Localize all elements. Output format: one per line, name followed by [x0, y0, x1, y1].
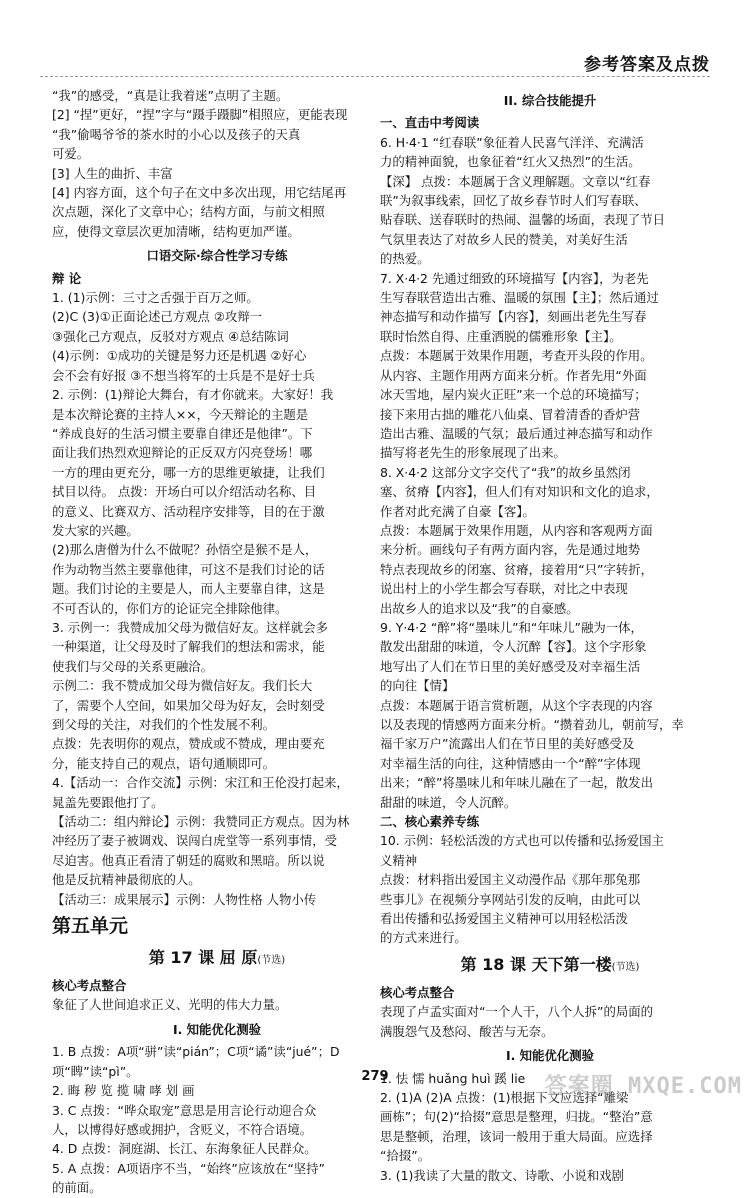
text-line: 人，以博得好感或拥护，含贬义，不符合语境。	[52, 1121, 313, 1137]
text-line: 力的精神面貌，也象征着“红火又热烈”的生活。	[380, 154, 641, 170]
text-line: 尽迫害。他真正看清了朝廷的腐败和黑暗。所以说	[52, 852, 325, 868]
page-header	[0, 0, 750, 82]
text-line: 表现了卢孟实面对“一个人干，八个人拆”的局面的	[380, 1004, 654, 1020]
text-line: 10. 示例：轻松活泼的方式也可以传播和弘扬爱国主	[380, 833, 664, 849]
text-line: 2. 示例：(1)辩论大舞台，有才你就来。大家好！我	[52, 387, 334, 403]
text-line: 3. (1)我读了大量的散文、诗歌、小说和戏剧	[380, 1167, 624, 1183]
text-line: 3. C 点拨：“哗众取宠”意思是用言论行动迎合众	[52, 1102, 317, 1118]
text-line: 是本次辩论赛的主持人××，今天辩论的主题是	[52, 406, 309, 422]
text-line: 的前面。	[52, 1180, 102, 1196]
text-line: 福千家万户”流露出人们在节日里的美好感受及	[380, 736, 635, 752]
text-line: 的方式来进行。	[380, 930, 467, 946]
sub-one: 一、直击中考阅读	[380, 115, 480, 131]
text-line: 面让我们热烈欢迎辩论的正反双方闪亮登场！哪	[52, 445, 313, 461]
text-line: 来分析。画线句子有两方面内容，先是通过地势	[380, 542, 641, 558]
debate-label: 辩 论	[52, 270, 82, 286]
left-column	[52, 86, 382, 1198]
lesson17-lines	[52, 1042, 382, 1197]
text-line: 点拨：材料指出爱国主义动漫作品《那年那兔那	[380, 872, 641, 888]
text-line: 1. (1)示例：三寸之舌强于百万之师。	[52, 290, 259, 306]
text-line: 了，需要个人空间，如果加父母为好友，会时刻受	[52, 697, 325, 713]
text-line: 7. X·4·2 先通过细致的环境描写【内容】，为老先	[380, 270, 649, 286]
text-line: 冲经历了妻子被调戏、误闯白虎堂等一系列事情，受	[52, 833, 337, 849]
text-line: 对幸福生活的向往，这种情感由一个“醉”字体现	[380, 755, 641, 771]
text-line: (2)那么唐僧为什么不做呢？孙悟空是猴不是人，	[52, 542, 318, 558]
text-line: 1. 怯 懦 huǎng huì 蹊 lie	[380, 1070, 526, 1086]
debate-lines	[52, 288, 382, 909]
text-line: ③强化己方观点，反驳对方观点 ④总结陈词	[52, 328, 289, 344]
text-line: 3. 示例一：我赞成加父母为微信好友。这样就会多	[52, 619, 328, 635]
text-line: 晁盖先要跟他打了。	[52, 794, 164, 810]
lesson17-core: 象征了人世间追求正义、光明的伟大力量。	[52, 997, 288, 1013]
lesson18-title-text: 第 18 课 天下第一楼	[460, 954, 612, 974]
text-line: 2. 晦 秽 览 揽 啸 哮 划 画	[52, 1083, 195, 1099]
text-line: 一种渠道，让父母及时了解我们的想法和需求，能	[52, 639, 325, 655]
section-ii-title: II. 综合技能提升	[503, 93, 597, 108]
text-line: 联”为叙事线索，回忆了故乡春节时人们写春联、	[380, 193, 647, 209]
text-line: 联时怡然自得、庄重洒脱的儒雅形象【主】。	[380, 328, 622, 344]
text-line: 的向往【情】	[380, 678, 455, 694]
lesson18-note: (节选)	[611, 961, 640, 973]
text-line: 使我们与父母的关系更融洽。	[52, 658, 214, 674]
header-title: 参考答案及点拨	[584, 55, 710, 75]
section-i-title: I. 知能优化测验	[173, 1021, 261, 1037]
text-line: 冰天雪地，屋内炭火正旺”来一个总的环境描写；	[380, 387, 647, 403]
text-line: 造出古雅、温暖的气氛；最后通过神态描写和动作	[380, 425, 653, 441]
page-number: 279	[361, 1069, 389, 1084]
section-oral-title: 口语交际·综合性学习专练	[146, 248, 288, 264]
text-line: 神态描写和动作描写【内容】，刻画出老先生写春	[380, 309, 647, 325]
text-line: (4)示例：①成功的关键是努力还是机遇 ②好心	[52, 348, 307, 364]
text-line: “养成良好的生活习惯主要靠自律还是他律”。下	[52, 425, 313, 441]
text-line: [2] “捏”更好，“捏”字与“蹑手蹑脚”相照应，更能表现	[52, 107, 348, 123]
text-line: 次点题，深化了文章中心；结构方面，与前文相照	[52, 204, 325, 220]
text-line: 描写将老先生的形象展现了出来。	[380, 445, 566, 461]
text-line: 题。我们讨论的主要是人，而人主要靠自律，这是	[52, 581, 325, 597]
text-line: 思是整顿，治理，该词一般用于重大局面。应选择	[380, 1128, 653, 1144]
text-line: 他是反抗精神最彻底的人。	[52, 872, 201, 888]
text-line: 从内容、主题作用两方面来分析。作者先用“外面	[380, 367, 647, 383]
lesson17-title-text: 第 17 课 屈 原	[148, 948, 258, 968]
text-line: (2)C (3)①正面论述己方观点 ②攻辩一	[52, 309, 263, 325]
text-line: 6. H·4·1 “红春联”象征着人民喜气洋洋、充满活	[380, 134, 644, 150]
text-line: 生写春联营造出古雅、温暖的氛围【主】；然后通过	[380, 290, 659, 306]
text-line: 画栋”；句(2)“拾掇”意思是整理，归拢。“整治”意	[380, 1109, 653, 1125]
text-line: “拾掇”。	[380, 1148, 431, 1164]
literacy-lines	[380, 831, 720, 947]
text-line: 发大家的兴趣。	[52, 522, 139, 538]
text-line: 接下来用古拙的雕花八仙桌、冒着清香的香炉营	[380, 406, 641, 422]
text-line: 到父母的关注，对我们的个性发展不利。	[52, 717, 276, 732]
text-line: 1. B 点拨：A项“骈”读“pián”；C项“谲”读“jué”；D	[52, 1044, 340, 1060]
text-line: 散发出甜甜的味道，令人沉醉【容】。这个字形象	[380, 639, 647, 655]
text-line: 示例二：我不赞成加父母为微信好友。我们长大	[52, 678, 313, 694]
text-line: 满腹怨气及愁闷、酸苦与无奈。	[380, 1023, 554, 1039]
text-line: 贴春联、送春联时的热闹、温馨的场面，表现了节日	[380, 212, 665, 228]
text-line: 作者对此充满了自豪【客】。	[380, 503, 535, 519]
text-line: 【活动三：成果展示】示例：人物性格 人物小传	[52, 891, 317, 907]
lesson17-note: (节选)	[257, 955, 286, 967]
text-line: 一方的理由更充分，哪一方的思维更敏捷，让我们	[52, 464, 325, 480]
text-line: 5. A 点拨：A项语序不当，“始终”应该放在“坚持”	[52, 1160, 325, 1176]
text-line: 【深】 点拨：本题属于含义理解题。文章以“红春	[380, 173, 651, 189]
text-line: “我”偷喝爷爷的茶水时的小心以及孩子的天真	[52, 126, 301, 142]
text-line: 以及表现的情感两方面来分析。“攒着劲儿，朝前写，幸	[380, 717, 684, 732]
text-line: 会不会有好报 ③不想当将军的士兵是不是好士兵	[52, 367, 315, 383]
right-column	[380, 86, 720, 1185]
text-line: 可爱。	[52, 146, 90, 162]
text-line: [3] 人生的曲折、丰富	[52, 165, 173, 181]
header-rule	[40, 76, 710, 77]
text-line: 不可否认的，你们方的论证完全排除他律。	[52, 600, 288, 616]
watermark: 答案圈 MXQE.COM	[544, 1074, 742, 1099]
text-line: 9. Y·4·2 “醉”将“墨味儿”和“年味儿”融为一体，	[380, 619, 643, 635]
text-line: 点拨：先表明你的观点，赞成或不赞成，理由要充	[52, 736, 325, 752]
text-line: 点拨：本题属于效果作用题，考查开头段的作用。	[380, 348, 653, 364]
text-line: 出故乡人的追求以及“我”的自豪感。	[380, 600, 579, 616]
text-line: 特点表现故乡的闭塞、贫瘠，接着用“只”字转折，	[380, 561, 654, 577]
text-line: 看出传播和弘扬爱国主义精神可以用轻松活泼	[380, 911, 628, 927]
section-i-title: I. 知能优化测验	[506, 1048, 594, 1064]
text-line: 4. D 点拨：洞庭湖、长江、东海象征人民群众。	[52, 1141, 317, 1157]
text-line: 义精神	[380, 852, 418, 868]
lesson18-title	[380, 952, 720, 981]
sub-two: 二、核心素养专练	[380, 814, 480, 830]
text-line: 项“睥”读“pì”。	[52, 1063, 139, 1079]
text-line: 的热爱。	[380, 251, 430, 267]
text-line: 点拨：本题属于效果作用题，从内容和客观两方面	[380, 522, 653, 538]
text-line: 地写出了人们在节日里的美好感受及对幸福生活	[380, 658, 641, 674]
text-line: 些事儿》在视频分享网站引发的反响，由此可以	[380, 891, 641, 907]
reading-lines	[380, 133, 720, 812]
text-line: 的意义、比赛双方、活动程序安排等，目的在于激	[52, 503, 325, 519]
lesson17-title	[52, 945, 382, 974]
text-line: 4.【活动一：合作交流】示例：宋江和王伦没打起来，	[52, 775, 349, 791]
lesson18-core	[380, 1002, 720, 1041]
core-label: 核心考点整合	[52, 978, 127, 994]
text-line: 塞、贫瘠【内容】，但人们有对知识和文化的追求，	[380, 484, 659, 500]
left-top-lines	[52, 86, 382, 241]
text-line: 8. X·4·2 这部分文字交代了“我”的故乡虽然闭	[380, 464, 631, 480]
text-line: 甜甜的味道，令人沉醉。	[380, 794, 517, 810]
text-line: 点拨：本题属于语言赏析题，从这个字表现的内容	[380, 697, 653, 713]
text-line: 应，使得文章层次更加清晰，结构更加严谨。	[52, 223, 300, 239]
text-line: 【活动二：组内辩论】示例：我赞同正方观点。因为林	[52, 814, 350, 830]
core-label: 核心考点整合	[380, 984, 455, 1000]
text-line: 说出村上的小学生都会写春联，对比之中表现	[380, 581, 628, 597]
text-line: “我”的感受，“真是让我着迷”点明了主题。	[52, 88, 289, 103]
text-line: 作为动物当然主要靠他律，可这不是我们讨论的话	[52, 561, 325, 577]
unit-title: 第五单元	[52, 915, 129, 938]
text-line: [4] 内容方面，这个句子在文中多次出现，用它结尾再	[52, 185, 347, 201]
text-line: 拭目以待。 点拨：开场白可以介绍活动名称、目	[52, 484, 317, 500]
text-line: 2. (1)A (2)A 点拨：(1)根据下文应选择“雕梁	[380, 1089, 629, 1105]
text-line: 出来；“醉”将墨味儿和年味儿融在了一起，散发出	[380, 775, 654, 791]
text-line: 分，能支持自己的观点，语句通顺即可。	[52, 755, 276, 771]
text-line: 气氛里表达了对故乡人民的赞美，对美好生活	[380, 231, 628, 247]
